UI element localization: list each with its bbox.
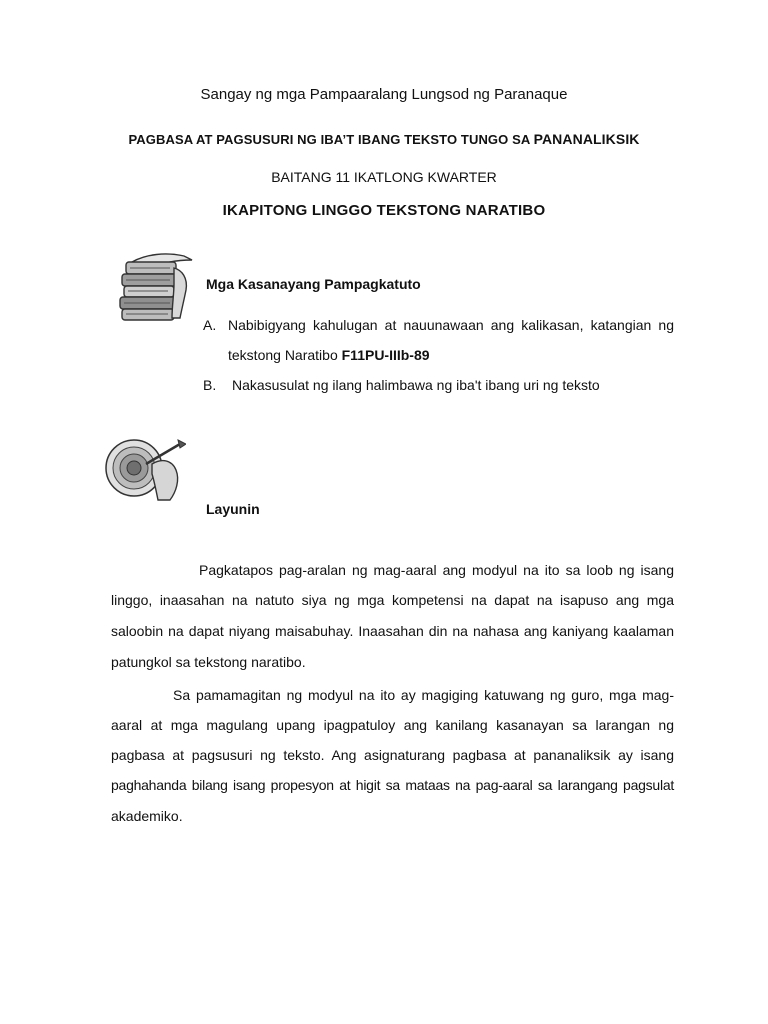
list-item-a-line2 [228,347,430,363]
list-item-b-text: Nakasusulat ng ilang halimbawa ng iba't ibang uri ng teksto [232,377,600,393]
paragraph-2-line: aaral at mga magulang upang ipagpatuloy ang kanilang kasanayan sa larangan ng [111,717,674,733]
books-hand-icon [112,248,196,324]
subject-title-main: PAGBASA AT PAGSUSURI NG IBA’T IBANG TEKSTO TUNGO SA [128,132,530,147]
week-title: IKAPITONG LINGGO TEKSTONG NARATIBO [222,202,546,219]
list-item-a-line1: Nabibigyang kahulugan at nauunawaan ang kalikasan, katangian ng [228,317,674,333]
competencies-heading: Mga Kasanayang Pampagkatuto [206,276,421,292]
paragraph-2-line: paghahanda bilang isang propesyon at higit sa mataas na pag-aaral sa larangang pagsulat [111,777,674,793]
paragraph-1-line: linggo, inaasahan na natuto siya ng mga kompetensi na dapat na isapuso ang mga [111,592,674,608]
list-item-a-text: tekstong Naratibo [228,347,338,363]
paragraph-1-line: patungkol sa tekstong naratibo. [111,654,306,670]
paragraph-2-line: Sa pamamagitan ng modyul na ito ay magiging katuwang ng guro, mga mag- [173,687,674,703]
grade-quarter: BAITANG 11 IKATLONG KWARTER [271,169,497,185]
competency-code: F11PU-IIIb-89 [341,347,430,363]
subject-title [0,131,768,147]
subject-title-tail: PANANALIKSIK [533,131,640,147]
objectives-heading: Layunin [206,501,260,517]
paragraph-2-line: pagbasa at pagsusuri ng teksto. Ang asignaturang pagbasa at pananaliksik ay isang [111,747,674,763]
list-item-marker: A. [203,317,217,333]
target-dart-icon [104,434,186,506]
division-name: Sangay ng mga Pampaaralang Lungsod ng Paranaque [200,86,568,103]
paragraph-1-line: saloobin na dapat niyang maisabuhay. Inaasahan din na nahasa ang kaniyang kaalaman [111,623,674,639]
paragraph-1-line: Pagkatapos pag-aralan ng mag-aaral ang modyul na ito sa loob ng isang [199,562,674,578]
paragraph-2-line: akademiko. [111,808,183,824]
list-item-marker: B. [203,377,217,393]
